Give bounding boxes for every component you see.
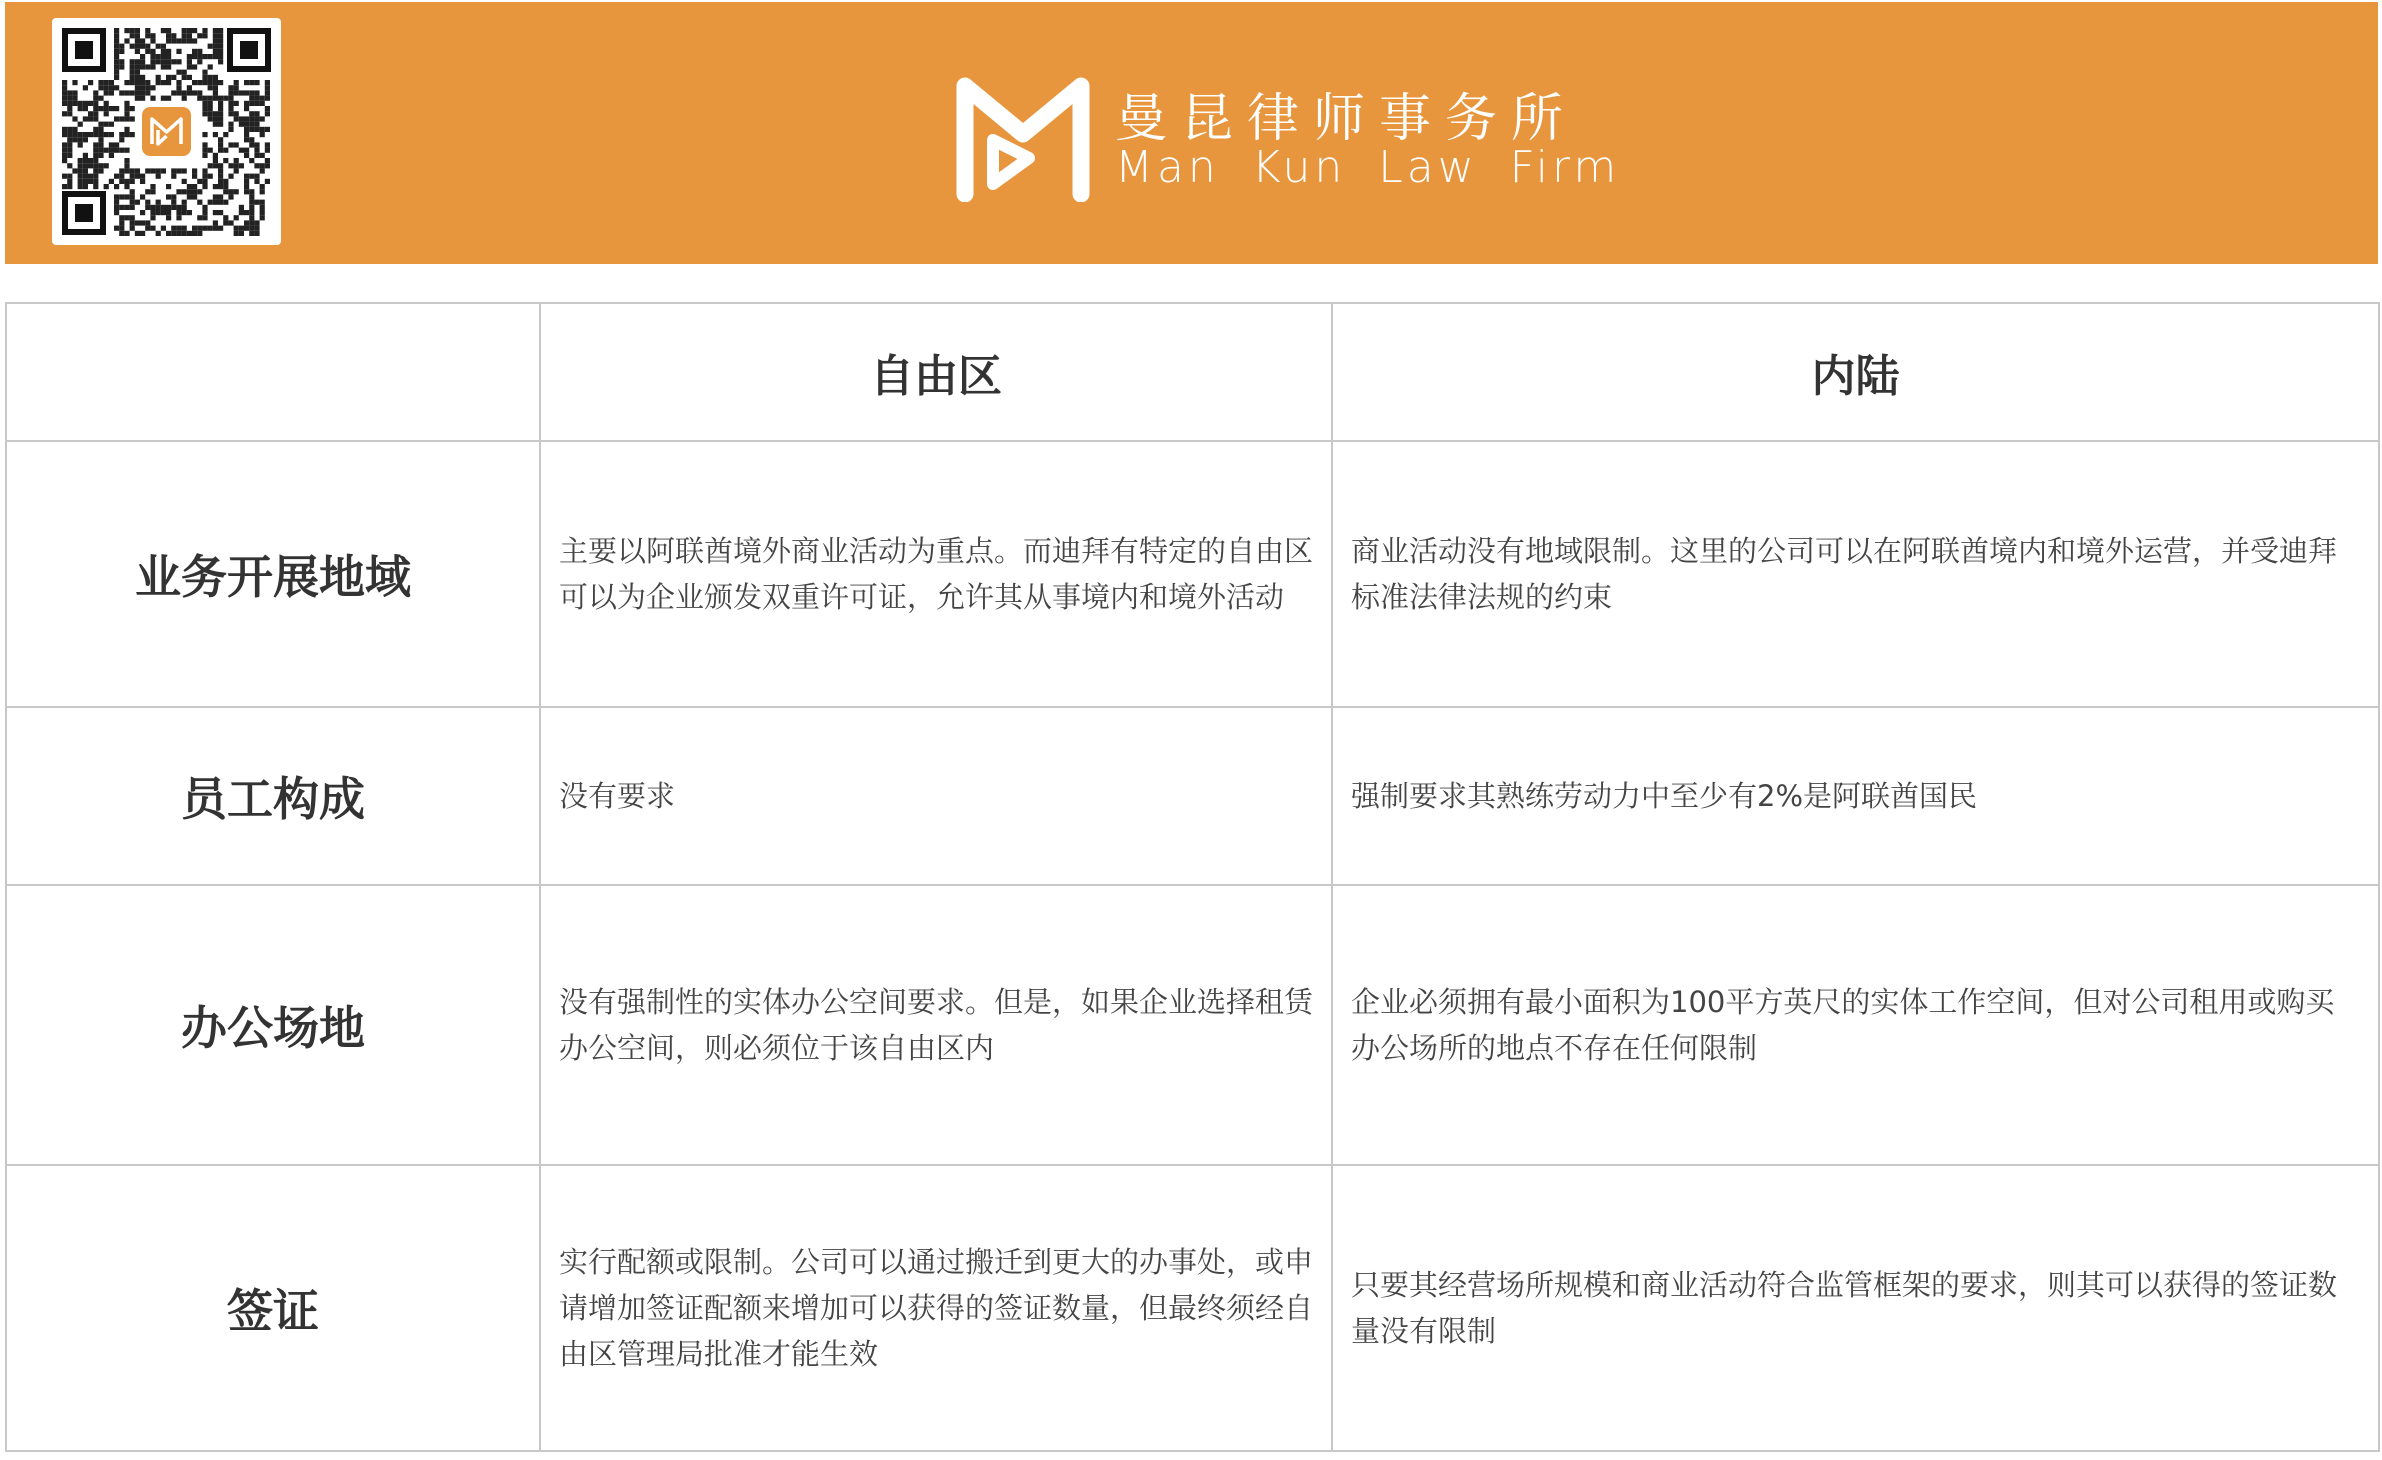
mainland-cell: 企业必须拥有最小面积为100平方英尺的实体工作空间，但对公司租用或购买办公场所的地点不存在任何限制	[1332, 885, 2379, 1165]
row-label: 办公场地	[6, 885, 540, 1165]
mainland-cell: 商业活动没有地域限制。这里的公司可以在阿联酋境内和境外运营，并受迪拜标准法律法规的约束	[1332, 441, 2379, 707]
mankun-logo-icon	[955, 72, 1091, 202]
comparison-table	[5, 302, 2380, 1452]
brand	[955, 72, 1621, 202]
row-label: 员工构成	[6, 707, 540, 885]
row-label: 签证	[6, 1165, 540, 1451]
row-label: 业务开展地域	[6, 441, 540, 707]
mainland-cell: 强制要求其熟练劳动力中至少有2%是阿联酋国民	[1332, 707, 2379, 885]
column-header-mainland: 内陆	[1332, 303, 2379, 441]
qr-code-icon	[52, 18, 281, 245]
free-zone-cell: 没有要求	[540, 707, 1332, 885]
column-header-free-zone: 自由区	[540, 303, 1332, 441]
brand-name-cn: 曼昆律师事务所	[1115, 89, 1578, 149]
brand-name-en: Man Kun Law Firm	[1115, 142, 1621, 193]
table-row	[6, 1165, 2379, 1451]
comparison-table-wrapper	[5, 302, 2378, 1452]
table-row	[6, 441, 2379, 707]
header-banner	[5, 2, 2378, 264]
column-header-blank	[6, 303, 540, 441]
mainland-cell: 只要其经营场所规模和商业活动符合监管框架的要求，则其可以获得的签证数量没有限制	[1332, 1165, 2379, 1451]
table-header-row	[6, 303, 2379, 441]
free-zone-cell: 主要以阿联酋境外商业活动为重点。而迪拜有特定的自由区可以为企业颁发双重许可证，允许其从事境内和境外活动	[540, 441, 1332, 707]
table-row	[6, 885, 2379, 1165]
free-zone-cell: 实行配额或限制。公司可以通过搬迁到更大的办事处，或申请增加签证配额来增加可以获得的签证数量，但最终须经自由区管理局批准才能生效	[540, 1165, 1332, 1451]
table-row	[6, 707, 2379, 885]
free-zone-cell: 没有强制性的实体办公空间要求。但是，如果企业选择租赁办公空间，则必须位于该自由区内	[540, 885, 1332, 1165]
